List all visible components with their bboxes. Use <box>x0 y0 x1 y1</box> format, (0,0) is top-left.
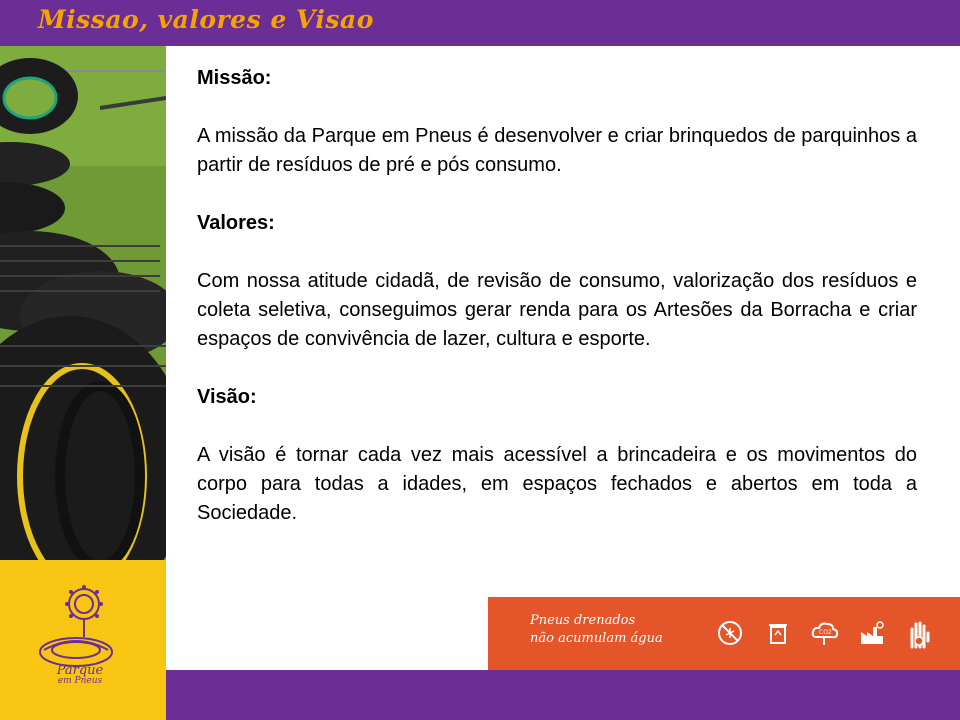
header-bar <box>0 0 960 46</box>
hand-icon <box>906 619 932 649</box>
mission-text: A missão da Parque em Pneus é desenvolver e criar brinquedos de parquinhos a partir de resíduos de pré e pós consumo. <box>197 125 917 176</box>
banner-tagline <box>530 612 700 648</box>
mission-heading: Missão: <box>197 67 272 89</box>
main-text <box>197 64 917 528</box>
tire-photo <box>0 46 166 560</box>
values-heading: Valores: <box>197 212 275 234</box>
logo-line-2: em Pneus <box>57 676 103 686</box>
info-banner <box>488 597 960 670</box>
page-title: Missao, valores e Visao <box>38 5 374 34</box>
parque-em-pneus-logo-icon <box>24 582 124 668</box>
logo-wordmark <box>40 663 120 686</box>
co2-cloud-icon <box>810 619 840 647</box>
logo-line-1: Parque <box>56 663 104 678</box>
no-mosquito-icon <box>716 619 744 647</box>
banner-line-1: Pneus drenados <box>530 613 636 628</box>
recycle-bin-icon <box>764 619 792 647</box>
logo-panel <box>0 560 166 686</box>
banner-line-2: não acumulam água <box>530 631 663 646</box>
vision-heading: Visão: <box>197 386 257 408</box>
factory-icon <box>858 619 886 647</box>
vision-text: A visão é tornar cada vez mais acessível a brincadeira e os movimentos do corpo para todas a idades, em espaços fechados e abertos em toda a Sociedade. <box>197 444 917 524</box>
svg-text:CO2: CO2 <box>819 629 832 636</box>
values-text: Com nossa atitude cidadã, de revisão de consumo, valorização dos resíduos e coleta seletiva, conseguimos gerar renda para os Artesões da Borracha e criar espaços de convivência de lazer, cultura e esporte. <box>197 270 917 350</box>
